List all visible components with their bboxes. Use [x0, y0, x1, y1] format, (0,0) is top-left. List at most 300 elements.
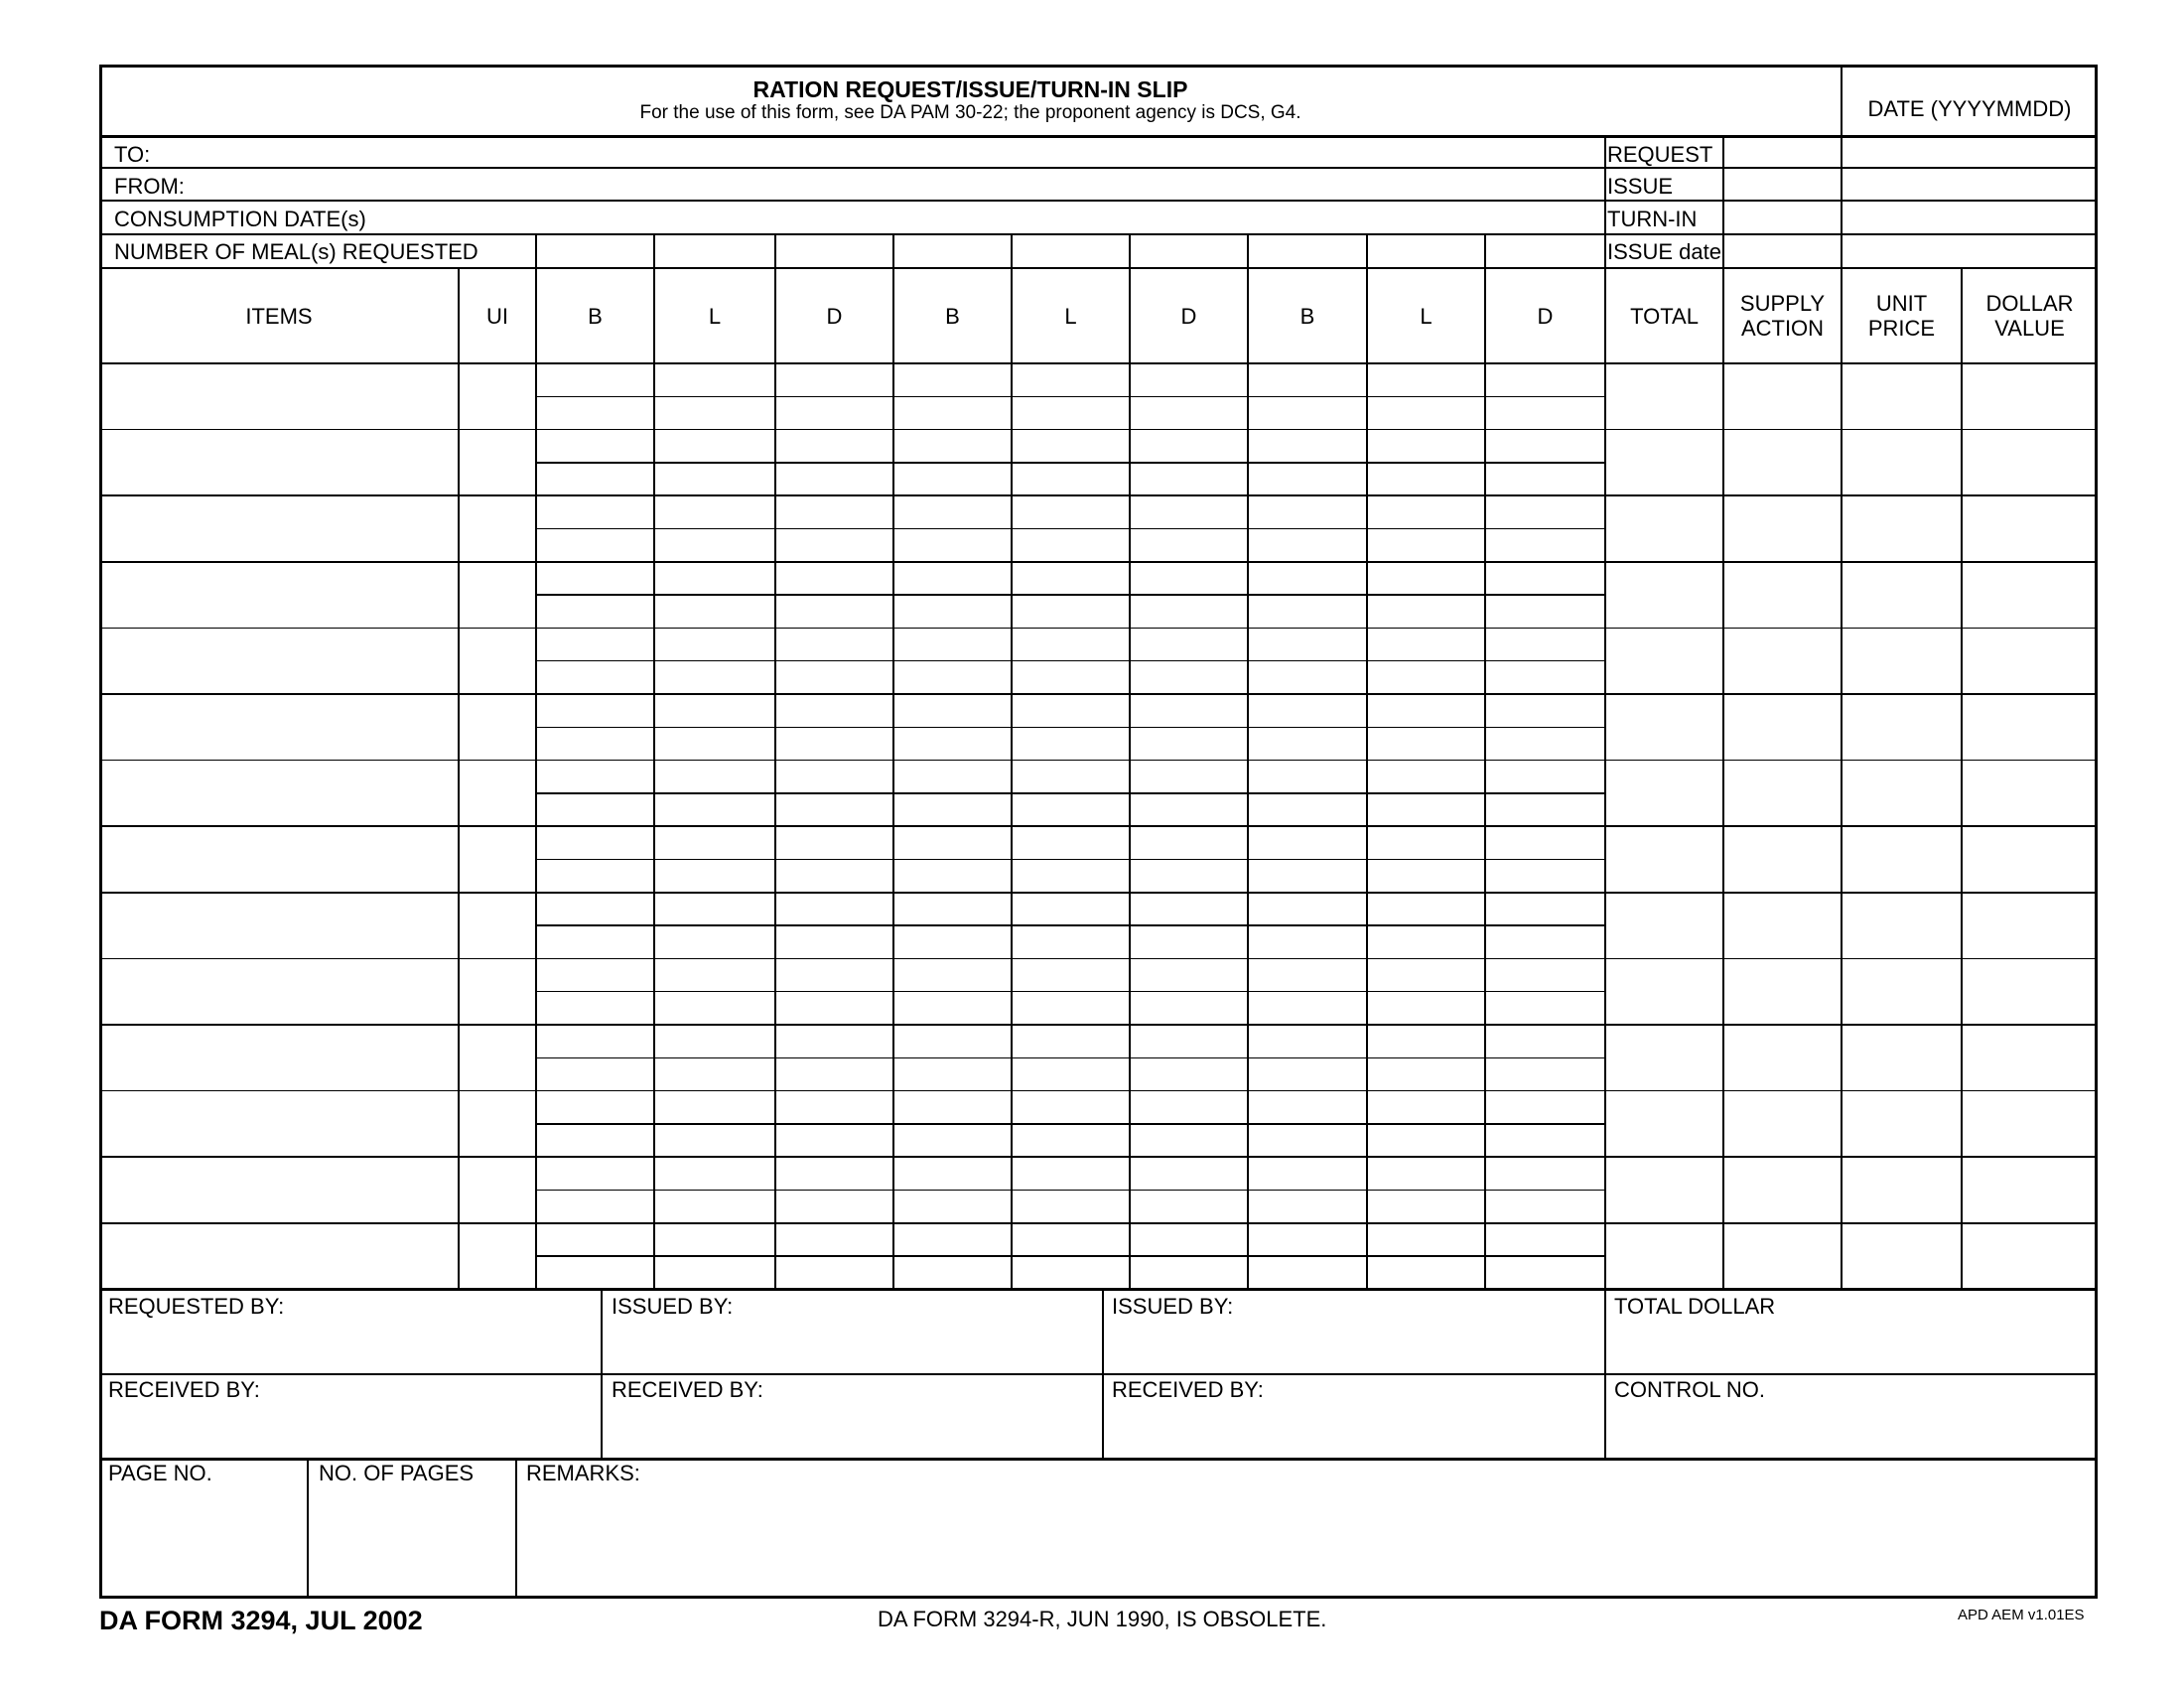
- meal-qty-field[interactable]: [1487, 1225, 1603, 1254]
- ui-field[interactable]: [461, 630, 534, 692]
- meal-qty-field[interactable]: [1369, 1027, 1483, 1055]
- item-field[interactable]: [101, 432, 457, 494]
- meal-qty-field[interactable]: [538, 1093, 652, 1122]
- meal-qty-field[interactable]: [1250, 531, 1365, 560]
- supply-action-field[interactable]: [1725, 365, 1840, 428]
- ui-field[interactable]: [461, 828, 534, 891]
- meal-qty-field[interactable]: [656, 630, 773, 658]
- unit-price-field[interactable]: [1843, 828, 1960, 891]
- turnin-value-field[interactable]: [1725, 203, 1840, 232]
- meal-qty-field[interactable]: [1132, 1159, 1246, 1188]
- turnin-date-field[interactable]: [1843, 203, 2096, 232]
- meal-qty-field[interactable]: [538, 1126, 652, 1155]
- meal-qty-field[interactable]: [1250, 862, 1365, 891]
- meal-qty-field[interactable]: [1250, 497, 1365, 526]
- meal-qty-field[interactable]: [1014, 1093, 1128, 1122]
- meal-qty-field[interactable]: [1369, 1193, 1483, 1221]
- meal-qty-field[interactable]: [656, 696, 773, 725]
- meal-qty-field[interactable]: [1132, 795, 1246, 824]
- meals-requested-field[interactable]: [895, 236, 1010, 266]
- item-field[interactable]: [101, 497, 457, 560]
- meal-qty-field[interactable]: [1014, 564, 1128, 593]
- received-by-field-1[interactable]: [102, 1375, 601, 1457]
- meal-qty-field[interactable]: [1369, 795, 1483, 824]
- supply-action-field[interactable]: [1725, 763, 1840, 825]
- meal-qty-field[interactable]: [1487, 862, 1603, 891]
- meal-qty-field[interactable]: [777, 465, 891, 493]
- meal-qty-field[interactable]: [1132, 895, 1246, 923]
- meal-qty-field[interactable]: [538, 365, 652, 394]
- meal-qty-field[interactable]: [895, 1027, 1010, 1055]
- meal-qty-field[interactable]: [656, 1159, 773, 1188]
- meal-qty-field[interactable]: [777, 895, 891, 923]
- meal-qty-field[interactable]: [1132, 994, 1246, 1023]
- meal-qty-field[interactable]: [1369, 763, 1483, 791]
- meal-qty-field[interactable]: [1487, 531, 1603, 560]
- meal-qty-field[interactable]: [1369, 597, 1483, 626]
- supply-action-field[interactable]: [1725, 1159, 1840, 1221]
- supply-action-field[interactable]: [1725, 1093, 1840, 1156]
- dollar-value-field[interactable]: [1964, 763, 2096, 825]
- meal-qty-field[interactable]: [538, 1258, 652, 1287]
- meal-qty-field[interactable]: [777, 497, 891, 526]
- meal-qty-field[interactable]: [1369, 960, 1483, 989]
- remarks-field[interactable]: [517, 1459, 2095, 1596]
- issue-date-date-field[interactable]: [1843, 236, 2096, 266]
- supply-action-field[interactable]: [1725, 497, 1840, 560]
- item-field[interactable]: [101, 763, 457, 825]
- meal-qty-field[interactable]: [1250, 398, 1365, 427]
- meal-qty-field[interactable]: [895, 994, 1010, 1023]
- meal-qty-field[interactable]: [656, 1258, 773, 1287]
- meals-requested-field[interactable]: [538, 236, 652, 266]
- meal-qty-field[interactable]: [656, 1225, 773, 1254]
- meal-qty-field[interactable]: [1014, 729, 1128, 758]
- meal-qty-field[interactable]: [538, 927, 652, 956]
- meal-qty-field[interactable]: [538, 1027, 652, 1055]
- unit-price-field[interactable]: [1843, 564, 1960, 627]
- total-field[interactable]: [1607, 763, 1721, 825]
- meal-qty-field[interactable]: [1014, 1193, 1128, 1221]
- meal-qty-field[interactable]: [1014, 465, 1128, 493]
- received-by-field-3[interactable]: [1104, 1375, 1603, 1457]
- meal-qty-field[interactable]: [1014, 862, 1128, 891]
- unit-price-field[interactable]: [1843, 895, 1960, 957]
- meal-qty-field[interactable]: [1014, 795, 1128, 824]
- meal-qty-field[interactable]: [1369, 465, 1483, 493]
- ui-field[interactable]: [461, 1093, 534, 1156]
- meal-qty-field[interactable]: [1014, 763, 1128, 791]
- meal-qty-field[interactable]: [656, 1059, 773, 1088]
- meal-qty-field[interactable]: [1014, 960, 1128, 989]
- meals-requested-field[interactable]: [777, 236, 891, 266]
- meal-qty-field[interactable]: [1250, 1126, 1365, 1155]
- meal-qty-field[interactable]: [1132, 1258, 1246, 1287]
- total-field[interactable]: [1607, 365, 1721, 428]
- meal-qty-field[interactable]: [1369, 1059, 1483, 1088]
- total-dollar-field[interactable]: [1606, 1292, 2095, 1373]
- meal-qty-field[interactable]: [1487, 994, 1603, 1023]
- meal-qty-field[interactable]: [538, 497, 652, 526]
- supply-action-field[interactable]: [1725, 564, 1840, 627]
- meal-qty-field[interactable]: [538, 960, 652, 989]
- unit-price-field[interactable]: [1843, 763, 1960, 825]
- meal-qty-field[interactable]: [1487, 1027, 1603, 1055]
- meal-qty-field[interactable]: [1369, 1258, 1483, 1287]
- supply-action-field[interactable]: [1725, 432, 1840, 494]
- ui-field[interactable]: [461, 564, 534, 627]
- meal-qty-field[interactable]: [777, 630, 891, 658]
- dollar-value-field[interactable]: [1964, 1093, 2096, 1156]
- meal-qty-field[interactable]: [656, 432, 773, 461]
- meal-qty-field[interactable]: [777, 994, 891, 1023]
- meal-qty-field[interactable]: [1132, 960, 1246, 989]
- meal-qty-field[interactable]: [1487, 960, 1603, 989]
- ui-field[interactable]: [461, 365, 534, 428]
- meal-qty-field[interactable]: [777, 729, 891, 758]
- meal-qty-field[interactable]: [1014, 1258, 1128, 1287]
- dollar-value-field[interactable]: [1964, 497, 2096, 560]
- meal-qty-field[interactable]: [1132, 927, 1246, 956]
- meal-qty-field[interactable]: [656, 862, 773, 891]
- supply-action-field[interactable]: [1725, 630, 1840, 692]
- consumption-date-field[interactable]: [407, 203, 1703, 232]
- item-field[interactable]: [101, 1225, 457, 1288]
- ui-field[interactable]: [461, 1159, 534, 1221]
- meal-qty-field[interactable]: [895, 763, 1010, 791]
- meal-qty-field[interactable]: [895, 696, 1010, 725]
- issue-date-field[interactable]: [1843, 170, 2096, 199]
- meal-qty-field[interactable]: [1014, 1159, 1128, 1188]
- meal-qty-field[interactable]: [1014, 1225, 1128, 1254]
- meal-qty-field[interactable]: [1487, 1159, 1603, 1188]
- to-field[interactable]: [218, 138, 1703, 168]
- issue-value-field[interactable]: [1725, 170, 1840, 199]
- meal-qty-field[interactable]: [777, 1126, 891, 1155]
- ui-field[interactable]: [461, 960, 534, 1023]
- meal-qty-field[interactable]: [1250, 729, 1365, 758]
- meal-qty-field[interactable]: [1250, 365, 1365, 394]
- date-field[interactable]: [1843, 68, 2095, 136]
- meal-qty-field[interactable]: [1250, 696, 1365, 725]
- meal-qty-field[interactable]: [895, 497, 1010, 526]
- meal-qty-field[interactable]: [1250, 597, 1365, 626]
- meal-qty-field[interactable]: [538, 465, 652, 493]
- meal-qty-field[interactable]: [895, 1193, 1010, 1221]
- meal-qty-field[interactable]: [895, 1225, 1010, 1254]
- unit-price-field[interactable]: [1843, 1093, 1960, 1156]
- meals-requested-field[interactable]: [1132, 236, 1246, 266]
- meal-qty-field[interactable]: [1132, 763, 1246, 791]
- meal-qty-field[interactable]: [1487, 828, 1603, 857]
- meal-qty-field[interactable]: [1132, 432, 1246, 461]
- meal-qty-field[interactable]: [895, 432, 1010, 461]
- meal-qty-field[interactable]: [1250, 564, 1365, 593]
- meal-qty-field[interactable]: [538, 696, 652, 725]
- meal-qty-field[interactable]: [1250, 795, 1365, 824]
- unit-price-field[interactable]: [1843, 630, 1960, 692]
- requested-by-field[interactable]: [102, 1292, 601, 1373]
- meal-qty-field[interactable]: [538, 763, 652, 791]
- issue-date-value-field[interactable]: [1725, 236, 1840, 266]
- meal-qty-field[interactable]: [656, 1093, 773, 1122]
- meal-qty-field[interactable]: [1250, 1193, 1365, 1221]
- meal-qty-field[interactable]: [1014, 696, 1128, 725]
- meal-qty-field[interactable]: [1014, 630, 1128, 658]
- meal-qty-field[interactable]: [1369, 729, 1483, 758]
- meal-qty-field[interactable]: [895, 465, 1010, 493]
- unit-price-field[interactable]: [1843, 497, 1960, 560]
- meal-qty-field[interactable]: [1250, 663, 1365, 692]
- meal-qty-field[interactable]: [656, 960, 773, 989]
- meal-qty-field[interactable]: [895, 1059, 1010, 1088]
- meal-qty-field[interactable]: [1487, 365, 1603, 394]
- total-field[interactable]: [1607, 432, 1721, 494]
- meal-qty-field[interactable]: [1132, 365, 1246, 394]
- dollar-value-field[interactable]: [1964, 696, 2096, 759]
- meal-qty-field[interactable]: [777, 1225, 891, 1254]
- total-field[interactable]: [1607, 630, 1721, 692]
- total-field[interactable]: [1607, 497, 1721, 560]
- meal-qty-field[interactable]: [656, 597, 773, 626]
- meal-qty-field[interactable]: [1132, 862, 1246, 891]
- meal-qty-field[interactable]: [777, 597, 891, 626]
- meal-qty-field[interactable]: [895, 895, 1010, 923]
- meal-qty-field[interactable]: [656, 465, 773, 493]
- meal-qty-field[interactable]: [538, 1059, 652, 1088]
- dollar-value-field[interactable]: [1964, 432, 2096, 494]
- meal-qty-field[interactable]: [538, 432, 652, 461]
- request-date-field[interactable]: [1843, 138, 2096, 166]
- meal-qty-field[interactable]: [777, 1258, 891, 1287]
- control-no-field[interactable]: [1606, 1375, 2095, 1457]
- meal-qty-field[interactable]: [1014, 531, 1128, 560]
- item-field[interactable]: [101, 828, 457, 891]
- meal-qty-field[interactable]: [1487, 630, 1603, 658]
- item-field[interactable]: [101, 895, 457, 957]
- meal-qty-field[interactable]: [777, 1059, 891, 1088]
- supply-action-field[interactable]: [1725, 828, 1840, 891]
- meal-qty-field[interactable]: [1487, 597, 1603, 626]
- unit-price-field[interactable]: [1843, 1159, 1960, 1221]
- meal-qty-field[interactable]: [1132, 630, 1246, 658]
- meal-qty-field[interactable]: [895, 960, 1010, 989]
- meal-qty-field[interactable]: [656, 1027, 773, 1055]
- meal-qty-field[interactable]: [777, 1193, 891, 1221]
- meal-qty-field[interactable]: [1132, 1027, 1246, 1055]
- meal-qty-field[interactable]: [538, 663, 652, 692]
- from-field[interactable]: [238, 170, 1703, 200]
- meal-qty-field[interactable]: [777, 960, 891, 989]
- meal-qty-field[interactable]: [656, 1193, 773, 1221]
- meal-qty-field[interactable]: [1369, 994, 1483, 1023]
- no-of-pages-field[interactable]: [310, 1459, 514, 1596]
- meals-requested-field[interactable]: [1014, 236, 1128, 266]
- item-field[interactable]: [101, 696, 457, 759]
- meal-qty-field[interactable]: [1014, 1126, 1128, 1155]
- total-field[interactable]: [1607, 895, 1721, 957]
- meal-qty-field[interactable]: [1132, 663, 1246, 692]
- total-field[interactable]: [1607, 696, 1721, 759]
- ui-field[interactable]: [461, 1027, 534, 1089]
- item-field[interactable]: [101, 1093, 457, 1156]
- dollar-value-field[interactable]: [1964, 365, 2096, 428]
- total-field[interactable]: [1607, 960, 1721, 1023]
- meal-qty-field[interactable]: [1250, 1059, 1365, 1088]
- ui-field[interactable]: [461, 763, 534, 825]
- meal-qty-field[interactable]: [1250, 1225, 1365, 1254]
- meal-qty-field[interactable]: [656, 564, 773, 593]
- meal-qty-field[interactable]: [1487, 1258, 1603, 1287]
- meal-qty-field[interactable]: [538, 398, 652, 427]
- meal-qty-field[interactable]: [538, 597, 652, 626]
- meal-qty-field[interactable]: [895, 828, 1010, 857]
- meal-qty-field[interactable]: [1369, 1159, 1483, 1188]
- meal-qty-field[interactable]: [1487, 1093, 1603, 1122]
- meal-qty-field[interactable]: [1487, 398, 1603, 427]
- meal-qty-field[interactable]: [895, 927, 1010, 956]
- unit-price-field[interactable]: [1843, 1027, 1960, 1089]
- meals-requested-field[interactable]: [1369, 236, 1483, 266]
- meal-qty-field[interactable]: [1250, 763, 1365, 791]
- meal-qty-field[interactable]: [538, 1225, 652, 1254]
- meal-qty-field[interactable]: [1014, 828, 1128, 857]
- meal-qty-field[interactable]: [777, 531, 891, 560]
- meal-qty-field[interactable]: [656, 895, 773, 923]
- meal-qty-field[interactable]: [1132, 398, 1246, 427]
- supply-action-field[interactable]: [1725, 696, 1840, 759]
- meal-qty-field[interactable]: [1250, 1258, 1365, 1287]
- meal-qty-field[interactable]: [538, 1193, 652, 1221]
- meal-qty-field[interactable]: [1369, 1225, 1483, 1254]
- meal-qty-field[interactable]: [777, 398, 891, 427]
- unit-price-field[interactable]: [1843, 696, 1960, 759]
- meal-qty-field[interactable]: [656, 763, 773, 791]
- meal-qty-field[interactable]: [1369, 1126, 1483, 1155]
- meal-qty-field[interactable]: [538, 531, 652, 560]
- supply-action-field[interactable]: [1725, 1225, 1840, 1288]
- meal-qty-field[interactable]: [895, 597, 1010, 626]
- meal-qty-field[interactable]: [1250, 1159, 1365, 1188]
- meal-qty-field[interactable]: [1487, 895, 1603, 923]
- meals-requested-field[interactable]: [1250, 236, 1365, 266]
- meal-qty-field[interactable]: [777, 1027, 891, 1055]
- issued-by-field-2[interactable]: [1104, 1292, 1603, 1373]
- dollar-value-field[interactable]: [1964, 564, 2096, 627]
- meal-qty-field[interactable]: [1487, 432, 1603, 461]
- meal-qty-field[interactable]: [777, 663, 891, 692]
- meal-qty-field[interactable]: [656, 795, 773, 824]
- total-field[interactable]: [1607, 828, 1721, 891]
- dollar-value-field[interactable]: [1964, 895, 2096, 957]
- meal-qty-field[interactable]: [777, 763, 891, 791]
- meal-qty-field[interactable]: [1369, 432, 1483, 461]
- meal-qty-field[interactable]: [1369, 862, 1483, 891]
- meal-qty-field[interactable]: [1487, 696, 1603, 725]
- meal-qty-field[interactable]: [656, 531, 773, 560]
- meal-qty-field[interactable]: [1132, 1225, 1246, 1254]
- meal-qty-field[interactable]: [895, 1126, 1010, 1155]
- item-field[interactable]: [101, 564, 457, 627]
- page-no-field[interactable]: [102, 1459, 306, 1596]
- meal-qty-field[interactable]: [1369, 497, 1483, 526]
- meal-qty-field[interactable]: [1014, 895, 1128, 923]
- meal-qty-field[interactable]: [895, 531, 1010, 560]
- meal-qty-field[interactable]: [895, 564, 1010, 593]
- meal-qty-field[interactable]: [1250, 960, 1365, 989]
- meal-qty-field[interactable]: [1487, 564, 1603, 593]
- unit-price-field[interactable]: [1843, 365, 1960, 428]
- meal-qty-field[interactable]: [1250, 1093, 1365, 1122]
- meal-qty-field[interactable]: [538, 729, 652, 758]
- meal-qty-field[interactable]: [1369, 663, 1483, 692]
- meal-qty-field[interactable]: [1014, 497, 1128, 526]
- meal-qty-field[interactable]: [777, 365, 891, 394]
- ui-field[interactable]: [461, 1225, 534, 1288]
- meal-qty-field[interactable]: [777, 564, 891, 593]
- meal-qty-field[interactable]: [1487, 795, 1603, 824]
- meal-qty-field[interactable]: [1132, 465, 1246, 493]
- meal-qty-field[interactable]: [895, 1258, 1010, 1287]
- meal-qty-field[interactable]: [1014, 994, 1128, 1023]
- meal-qty-field[interactable]: [777, 696, 891, 725]
- meal-qty-field[interactable]: [1487, 497, 1603, 526]
- meal-qty-field[interactable]: [1487, 465, 1603, 493]
- meal-qty-field[interactable]: [1014, 1059, 1128, 1088]
- meal-qty-field[interactable]: [538, 1159, 652, 1188]
- meal-qty-field[interactable]: [895, 795, 1010, 824]
- meal-qty-field[interactable]: [1369, 564, 1483, 593]
- unit-price-field[interactable]: [1843, 432, 1960, 494]
- meal-qty-field[interactable]: [1487, 1059, 1603, 1088]
- meal-qty-field[interactable]: [895, 729, 1010, 758]
- meal-qty-field[interactable]: [656, 398, 773, 427]
- supply-action-field[interactable]: [1725, 895, 1840, 957]
- meal-qty-field[interactable]: [538, 795, 652, 824]
- meal-qty-field[interactable]: [1014, 365, 1128, 394]
- meal-qty-field[interactable]: [1132, 531, 1246, 560]
- meal-qty-field[interactable]: [1132, 729, 1246, 758]
- meal-qty-field[interactable]: [1250, 630, 1365, 658]
- item-field[interactable]: [101, 365, 457, 428]
- meal-qty-field[interactable]: [895, 630, 1010, 658]
- meal-qty-field[interactable]: [1369, 828, 1483, 857]
- meal-qty-field[interactable]: [1369, 927, 1483, 956]
- meal-qty-field[interactable]: [1487, 663, 1603, 692]
- meal-qty-field[interactable]: [895, 862, 1010, 891]
- dollar-value-field[interactable]: [1964, 1225, 2096, 1288]
- item-field[interactable]: [101, 960, 457, 1023]
- meal-qty-field[interactable]: [1250, 927, 1365, 956]
- ui-field[interactable]: [461, 696, 534, 759]
- meal-qty-field[interactable]: [1132, 497, 1246, 526]
- meal-qty-field[interactable]: [538, 630, 652, 658]
- total-field[interactable]: [1607, 1093, 1721, 1156]
- meal-qty-field[interactable]: [1369, 531, 1483, 560]
- item-field[interactable]: [101, 630, 457, 692]
- meal-qty-field[interactable]: [1250, 994, 1365, 1023]
- meal-qty-field[interactable]: [777, 795, 891, 824]
- meal-qty-field[interactable]: [1014, 1027, 1128, 1055]
- issued-by-field-1[interactable]: [604, 1292, 1103, 1373]
- meal-qty-field[interactable]: [538, 828, 652, 857]
- total-field[interactable]: [1607, 1159, 1721, 1221]
- meal-qty-field[interactable]: [656, 927, 773, 956]
- meal-qty-field[interactable]: [777, 828, 891, 857]
- dollar-value-field[interactable]: [1964, 828, 2096, 891]
- meal-qty-field[interactable]: [777, 927, 891, 956]
- item-field[interactable]: [101, 1159, 457, 1221]
